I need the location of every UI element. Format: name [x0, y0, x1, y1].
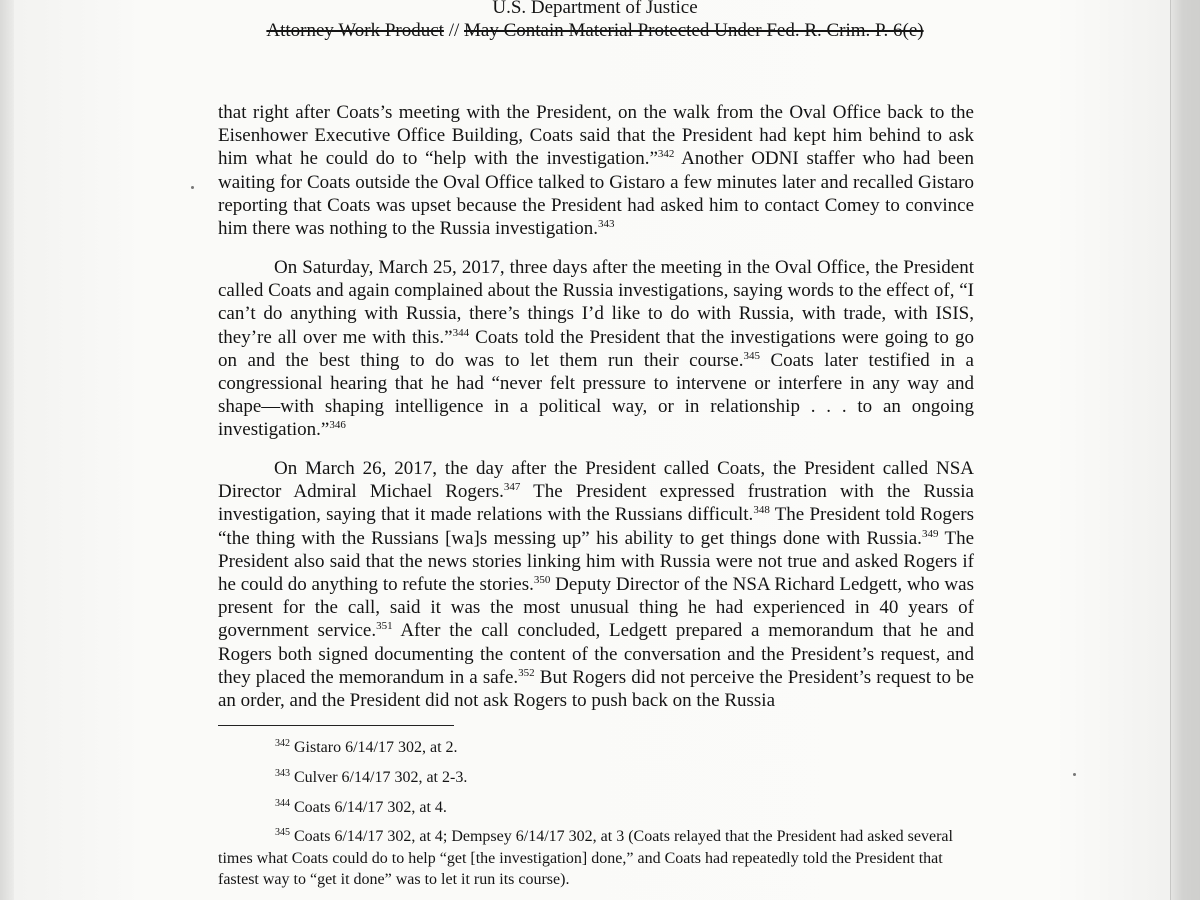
paragraph-text: Another ODNI staffer who had been waiting for Coats outside the Oval Office talked to Gistaro a few minutes later and recalled Gistaro reporting that Coats was upset because the President had asked him to contact Comey to convince him there was nothing to the Russia investigation. [218, 148, 975, 240]
footnote-reference: 343 [597, 218, 615, 231]
body-paragraph-3 [218, 457, 974, 712]
department-heading: U.S. Department of Justice [492, 0, 698, 18]
footnote-number: 343 [275, 768, 290, 779]
classification-marking [0, 20, 1190, 42]
paragraph-text: The President expressed frustration with the Russia investigation, saying that it made relations with the Russians difficult. [218, 481, 974, 526]
paragraph-text: Coats later testified in a congressional hearing that he had “never felt pressure to intervene or interfere in any way and shape—with shaping intelligence in a political way, or in relationship . . . to an ongoing investigation.” [218, 349, 974, 441]
footnote-number: 342 [275, 738, 290, 749]
footnote-reference: 345 [743, 349, 760, 362]
footnote-reference: 350 [533, 574, 551, 587]
scan-right-edge [1170, 0, 1200, 900]
scan-speck [1073, 773, 1076, 776]
footnote-reference: 351 [376, 620, 393, 633]
work-product-marking: Attorney Work Product [266, 20, 444, 41]
footnote-reference: 344 [452, 326, 470, 339]
footnote-342 [218, 737, 974, 759]
footnote-reference: 342 [657, 148, 675, 161]
paragraph-text: On March 26, 2017, the day after the President called Coats, the President called NSA Director Admiral Michael Rogers. [218, 458, 974, 503]
rule-6e-marking: May Contain Material Protected Under Fed. R. Crim. P. 6(e) [464, 20, 924, 41]
paragraph-text: The President also said that the news stories linking him with Russia were not true and asked Rogers if he could do anything to refute the stories. [218, 527, 974, 596]
footnote-reference: 348 [753, 504, 770, 517]
footnote-separator [218, 725, 454, 726]
paragraph-text: After the call concluded, Ledgett prepared a memorandum that he and Rogers both signed documenting the content of the conversation and the President’s request, and they placed the memorandum in a safe. [218, 620, 974, 688]
footnote-number: 344 [275, 798, 290, 809]
footnote-345 [218, 826, 974, 891]
paragraph-text: But Rogers did not perceive the President’s request to be an order, and the President did not ask Rogers to push back on the Russia [218, 666, 974, 712]
page-header [0, 0, 1190, 42]
marking-separator: // [443, 20, 464, 41]
footnote-reference: 346 [329, 419, 346, 432]
footnote-344 [218, 797, 974, 819]
paragraph-text: Deputy Director of the NSA Richard Ledgett, who was present for the call, said it was the most unusual thing he had experienced in 40 years of government service. [218, 574, 974, 642]
footnote-reference: 347 [503, 481, 521, 494]
footnote-reference: 352 [518, 666, 535, 679]
footnote-number: 345 [275, 827, 290, 838]
body-paragraph-2 [218, 256, 974, 442]
footnote-reference: 349 [921, 527, 939, 540]
paragraph-text: that right after Coats’s meeting with the President, on the walk from the Oval Office back to the Eisenhower Executive Office Building, Coats said that the President had kept him behind to ask him what he could do to “help with the investigation.” [218, 102, 974, 170]
scan-left-edge [0, 0, 14, 900]
footnote-text: Coats 6/14/17 302, at 4. [290, 799, 447, 816]
scan-speck [191, 186, 194, 189]
paragraph-text: The President told Rogers “the thing with the Russians [wa]s messing up” his ability to get things done with Russia. [218, 504, 974, 549]
footnote-text: Coats 6/14/17 302, at 4; Dempsey 6/14/17 302, at 3 (Coats relayed that the President had asked several times what Coats could do to help “get [the investigation] done,” and Coats had repeatedly told the President that fastest way to “get it done” was to let it run its course). [218, 828, 953, 888]
footnote-text: Gistaro 6/14/17 302, at 2. [290, 739, 458, 756]
paragraph-text: Coats told the President that the investigations were going to go on and the best thing to do was to let them run their course. [218, 326, 974, 371]
paragraph-text: On Saturday, March 25, 2017, three days after the meeting in the Oval Office, the President called Coats and again complained about the Russia investigations, saying words to the effect of, “I can’t do anything with Russia, there’s things I’d like to do with Russia, with trade, with ISIS, they’re all over me with this.” [218, 257, 974, 348]
footnote-343 [218, 767, 974, 789]
body-paragraph-1 [218, 101, 974, 240]
footnote-text: Culver 6/14/17 302, at 2-3. [290, 769, 468, 786]
